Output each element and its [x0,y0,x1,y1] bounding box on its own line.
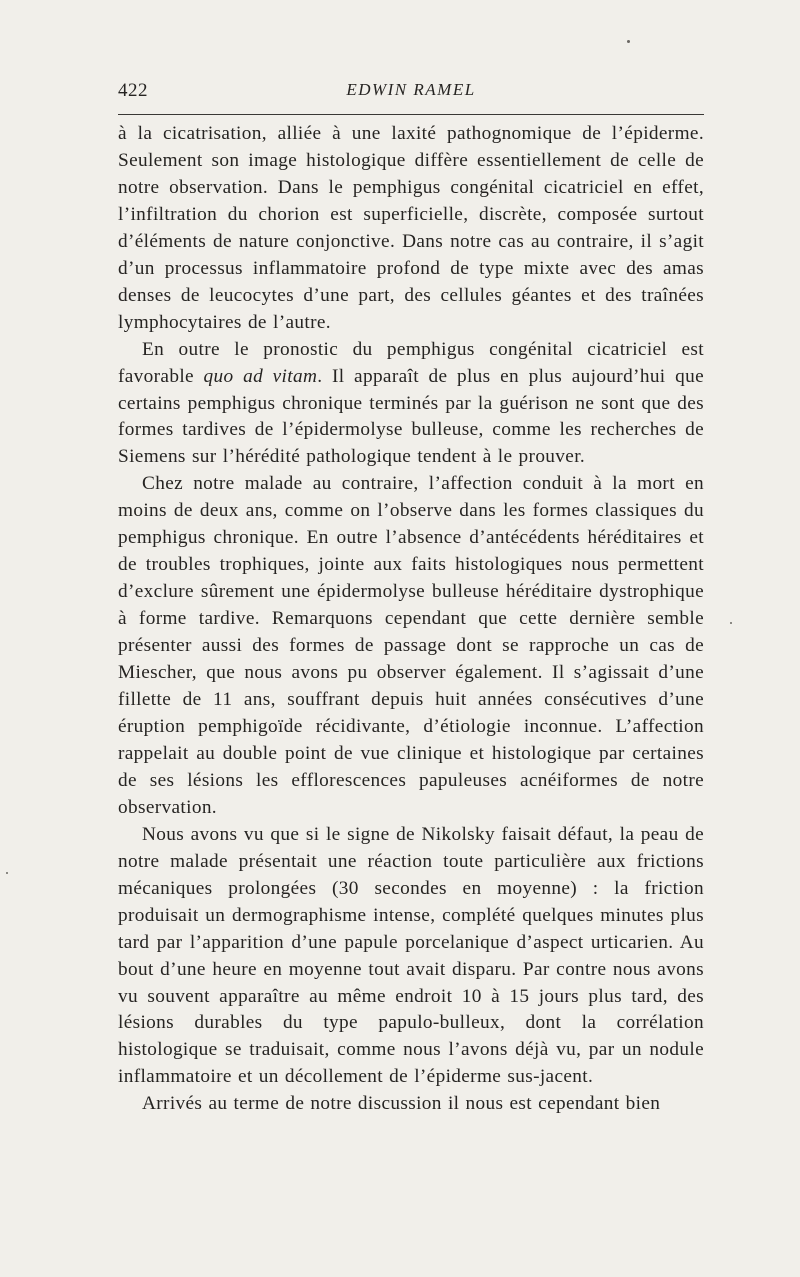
paragraph-4: Nous avons vu que si le signe de Nikolsky faisait défaut, la peau de notre malade présentait une réaction toute particulière aux frictions mécaniques prolongées (30 secondes en moyenne) : la friction produisait un dermographisme intense, complété quelques minutes plus tard par l’apparition d’une papule porcelanique d’aspect urticarien. Au bout d’une heure en moyenne tout avait disparu. Par contre nous avons vu souvent apparaître au même endroit 10 à 15 jours plus tard, des lésions durables du type papulo-bulleux, dont la corrélation histologique se traduisait, comme nous l’avons déjà vu, par un nodule inflammatoire et un décollement de l’épiderme sus-jacent. [118,823,704,1088]
paragraph-2 [118,337,704,472]
paragraph-5: Arrivés au terme de notre discussion il nous est cependant bien [142,1093,661,1115]
paper-speck [730,622,732,624]
body-text [118,121,704,1118]
paper-speck [6,872,8,874]
paper-speck [627,40,630,43]
paragraph-2-start: En outre le pronostic du pemphigus congénital cicatriciel est favorable [118,338,704,387]
paragraph-2-end: . Il apparaît de plus en plus aujourd’hui que certains pemphigus chronique terminés par la guérison ne sont que des formes tardives de l’épidermolyse bulleuse, comme les recherches de Siemens sur l’hérédité pathologique tendent à le prouver. [118,365,704,468]
page-number: 422 [118,80,148,101]
running-title: EDWIN RAMEL [346,80,476,99]
header-rule [118,114,704,115]
paragraph-3: Chez notre malade au contraire, l’affection conduit à la mort en moins de deux ans, comme on l’observe dans les formes classiques du pemphigus chronique. En outre l’absence d’antécédents héréditaires et de troubles trophiques, jointe aux faits histologiques nous permettent d’exclure sûrement une épidermolyse bulleuse héréditaire dystrophique à forme tardive. Remarquons cependant que cette dernière semble présenter aussi des formes de passage dont se rapproche un cas de Miescher, que nous avons pu observer également. Il s’agissait d’une fillette de 11 ans, souffrant depuis huit années consécutives d’une éruption pemphigoïde récidivante, d’étiologie inconnue. L’affection rappelait au double point de vue clinique et histologique par certaines de ses lésions les efflorescences papuleuses acnéiformes de notre observation. [118,473,704,818]
page-header [118,76,704,102]
paragraph-1: à la cicatrisation, alliée à une laxité pathognomique de l’épiderme. Seulement son image histologique diffère essentiellement de celle de notre observation. Dans le pemphigus congénital cicatriciel en effet, l’infiltration du chorion est superficielle, discrète, composée surtout d’éléments de nature conjonctive. Dans notre cas au contraire, il s’agit d’un processus inflammatoire profond de type mixte avec des amas denses de leucocytes d’une part, des cellules géantes et des traînées lymphocytaires de l’autre. [118,123,704,333]
latin-phrase: quo ad vitam [203,365,318,387]
